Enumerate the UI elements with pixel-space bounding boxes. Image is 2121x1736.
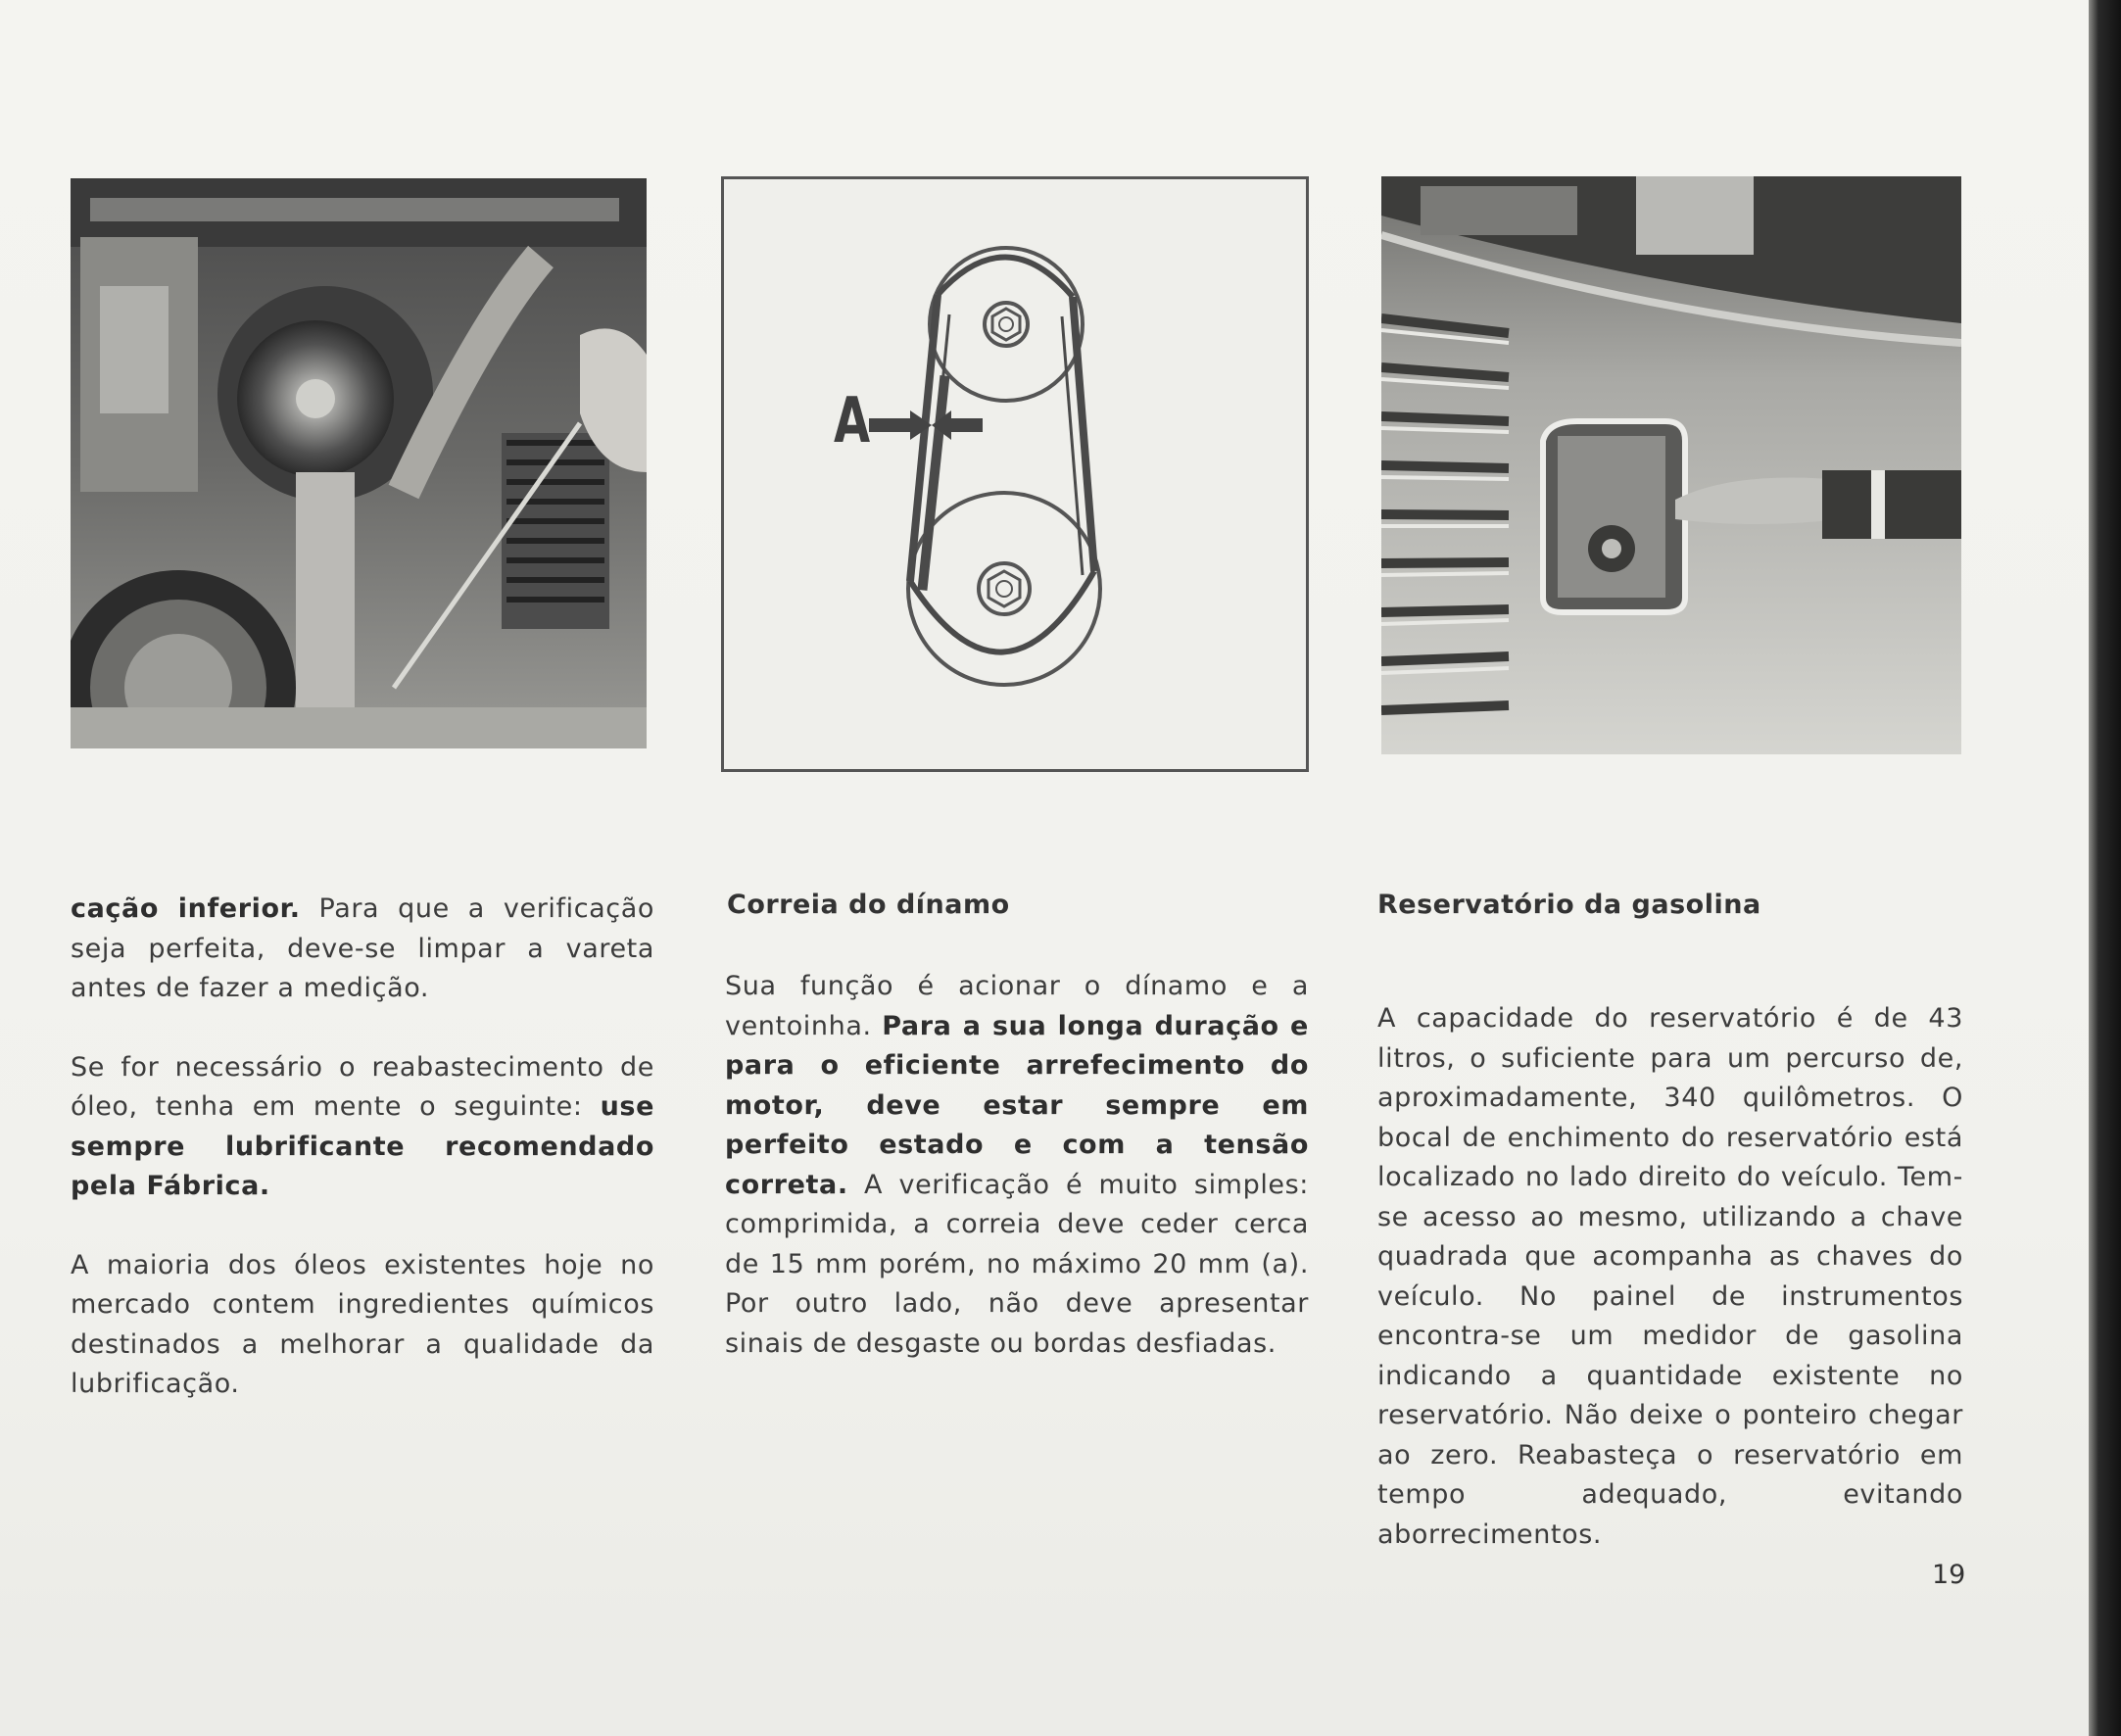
column-oil (71, 890, 654, 1405)
belt-diagram (721, 176, 1309, 772)
fuel-paragraph: A capacidade do reservatório é de 43 litros, o suficiente para um percurso de, aproximadamente, 340 quilômetros. O bocal de enchimento do reservatório está localizado no lado direito do veículo. Tem-se acesso ao mesmo, utilizando a chave quadrada que acompanha as chaves do veículo. No painel de instrumentos encontra-se um medidor de gasolina indicando a quantidade existente no reservatório. Não deixe o ponteiro chegar ao zero. Reabasteça o reservatório em tempo adequado, evitando aborrecimentos. (1377, 1003, 1963, 1550)
column-fuel (1377, 999, 1963, 1555)
page-edge-shadow (2089, 0, 2121, 1736)
fuel-heading: Reservatório da gasolina (1377, 890, 1761, 920)
belt-paragraph (725, 967, 1309, 1364)
oil-paragraph-1 (71, 890, 654, 1009)
diagram-label-a: A (834, 385, 871, 458)
page-bottom-band (0, 1638, 2089, 1736)
column-belt (725, 967, 1309, 1364)
oil-intro-text: Para que a verificação seja perfeita, deve-se limpar a vareta antes de fazer a medição. (71, 893, 654, 1003)
oil-intro-bold: cação inferior. (71, 893, 301, 924)
engine-photo (71, 178, 647, 748)
belt-heading: Correia do dínamo (727, 890, 1010, 920)
belt-text-1: Sua função é acionar o dínamo e a ventoinha. (725, 971, 1309, 1041)
belt-text-bold: Para a sua longa duração e para o eficiente arrefecimento do motor, deve estar sempre em perfeito estado e com a tensão correta. (725, 1010, 1309, 1200)
belt-text-2: A verificação é muito simples: comprimida, a correia deve ceder cerca de 15 mm porém, no máximo 20 mm (a). Por outro lado, não deve apresentar sinais de desgaste ou bordas desfiadas. (725, 1169, 1309, 1359)
fuel-filler-photo (1381, 176, 1961, 754)
page-number: 19 (1932, 1560, 1966, 1590)
bleed-through-text (94, 811, 104, 821)
oil-paragraph-2 (71, 1048, 654, 1207)
oil-refill-bold: use sempre lubrificante recomendado pela Fábrica. (71, 1091, 654, 1201)
oil-refill-text: Se for necessário o reabastecimento de óleo, tenha em mente o seguinte: (71, 1051, 654, 1122)
oil-paragraph-3: A maioria dos óleos existentes hoje no mercado contem ingredientes químicos destinados a melhorar a qualidade da lubrificação. (71, 1249, 654, 1399)
